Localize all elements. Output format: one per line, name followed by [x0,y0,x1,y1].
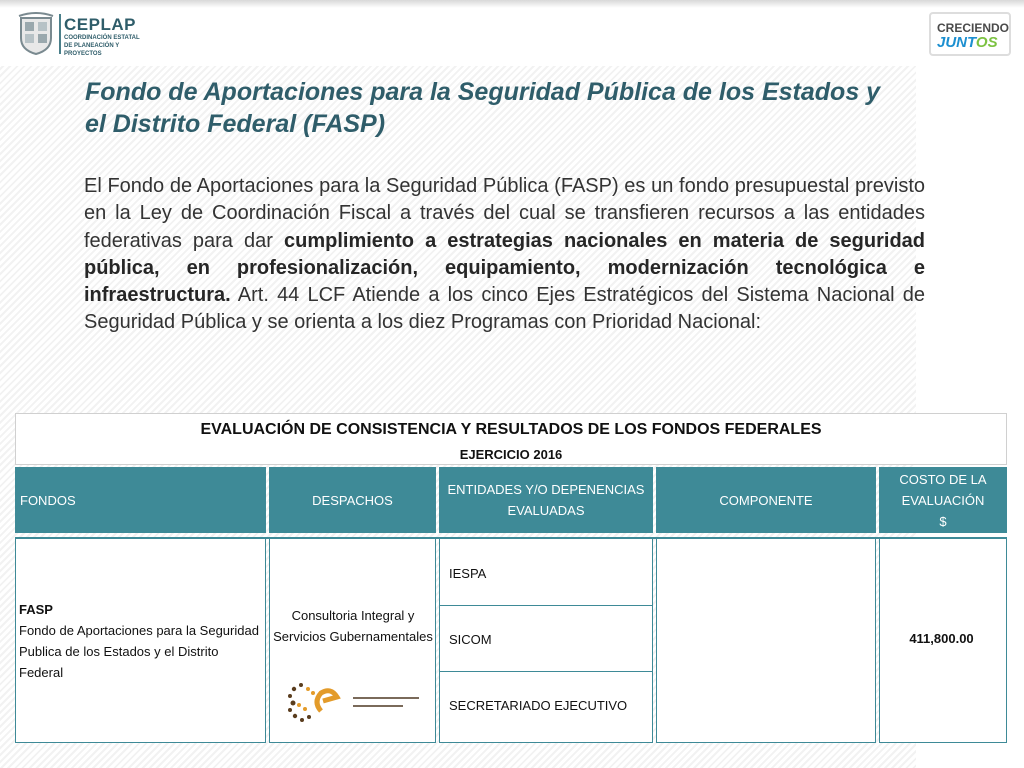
entidad-sicom: SICOM [449,632,492,647]
campaign-bottom-a: JUNT [937,34,976,51]
body-paragraph [84,173,925,337]
evaluation-table [15,413,1007,743]
costo-value: 411,800.00 [909,631,974,646]
campaign-bottom-b: OS [975,34,998,51]
header-fondos-label: FONDOS [20,492,76,508]
logo-divider [59,14,61,54]
body-bold: cumplimiento a estrategias nacionales en materia de seguridad pública, en profesionalización, equipamiento, modernización tecnológica e infraestructura. [84,229,926,307]
header-costo [879,467,1007,533]
cell-componente [656,539,876,743]
fondo-description [19,599,265,683]
org-name: CEPLAP [64,15,136,34]
table-year: EJERCICIO 2016 [459,447,563,462]
fondo-code: FASP [19,602,53,617]
header-componente-label: COMPONENTE [719,492,813,508]
header-despachos-label: DESPACHOS [312,492,393,508]
body-part1: El Fondo de Aportaciones para la Seguridad Pública (FASP) es un fondo presupuestal previsto en la Ley de Coordinación Fiscal a través del cual se transfieren recursos a las entidades federativas para dar [84,175,925,252]
table-title: EVALUACIÓN DE CONSISTENCIA Y RESULTADOS DE LOS FONDOS FEDERALES [200,421,822,438]
top-gradient-strip [0,0,1024,8]
fondo-name: Fondo de Aportaciones para la Seguridad Publica de los Estados y el Distrito Federal [19,623,259,680]
page-title: Fondo de Aportaciones para la Seguridad Pública de los Estados y el Distrito Federal (FASP) [85,78,881,138]
entidad-iespa: IESPA [449,566,487,581]
org-subtitle: COORDINACIÓN ESTATAL DE PLANEACIÓN Y PROYECTOS [64,35,140,57]
state-seal-icon [17,12,55,56]
consultoria-logo-icon [283,681,425,723]
entidad-secretariado: SECRETARIADO EJECUTIVO [449,698,628,713]
header-componente [656,467,876,533]
header-fondos [15,467,266,533]
header-entidades [439,467,653,533]
body-part2: Art. 44 LCF Atiende a los cinco Ejes Estratégicos del Sistema Nacional de Seguridad Pública y se orienta a los diez Programas con Prioridad Nacional: [84,284,925,334]
header-costo-line2: EVALUACIÓN [901,492,985,508]
header-entidades-line1: ENTIDADES Y/O DEPENENCIAS [447,482,645,497]
header-costo-line3: $ [939,513,947,529]
header-entidades-line2: EVALUADAS [507,503,585,518]
creciendo-juntos-logo [929,12,1011,56]
header-bar [0,0,1024,66]
despacho-name: Consultoria Integral y Servicios Gubernamentales [273,608,433,644]
header-despachos [269,467,436,533]
campaign-bottom-text [937,34,998,51]
header-costo-line1: COSTO DE LA [899,471,987,487]
campaign-top-text: CRECIENDO [937,21,1010,35]
